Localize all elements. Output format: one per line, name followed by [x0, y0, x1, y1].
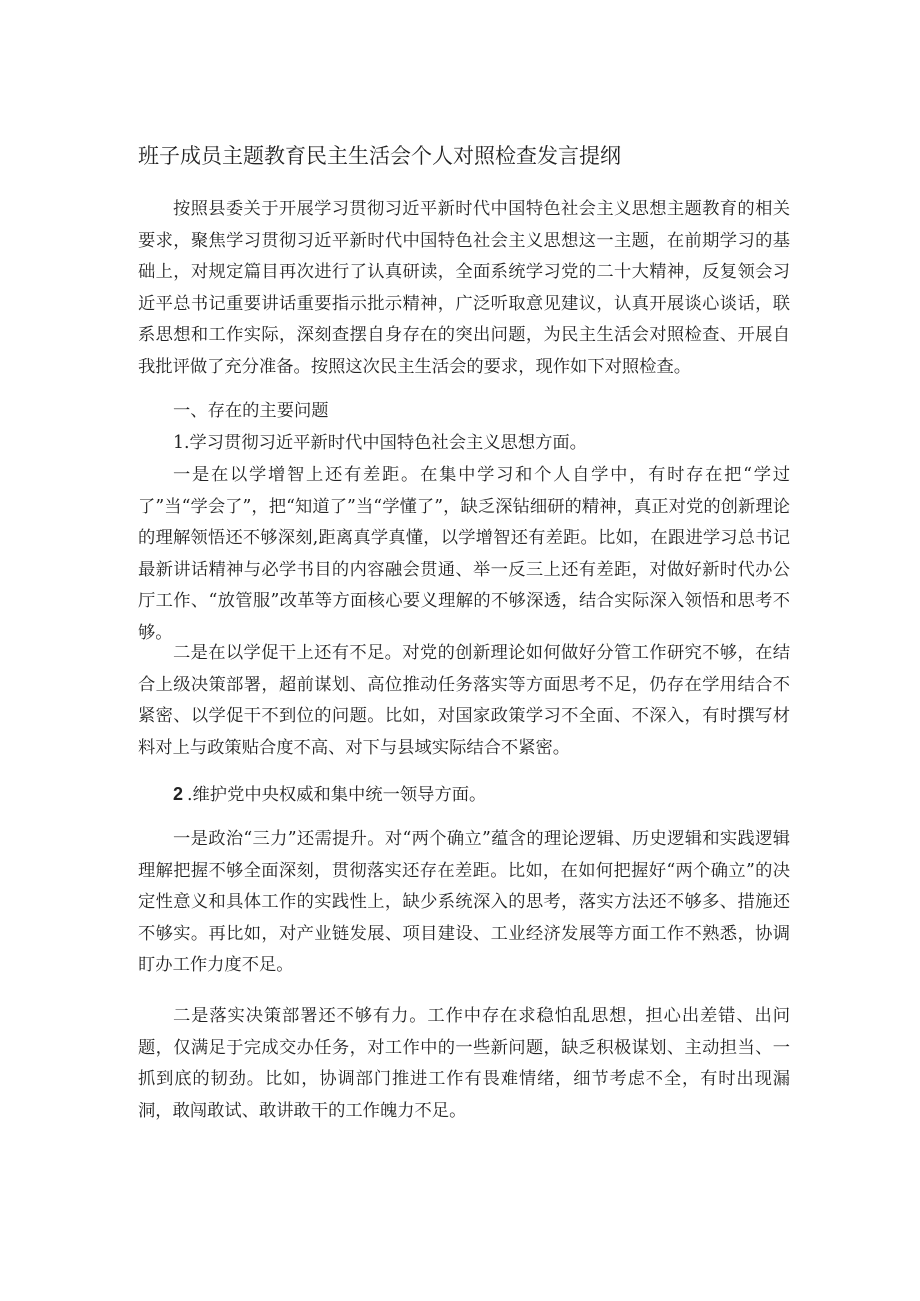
subsection-2-number: 2 [173, 784, 184, 804]
subsection-heading-2 [173, 779, 486, 812]
subsection-1-point-1: 一是在以学增智上还有差距。在集中学习和个人自学中，有时存在把“学过了”当“学会了”，把“知道了”当“学懂了”，缺乏深钻细研的精神，真正对党的创新理论的理解领悟还不够深刻,距离真学真懂，以学增智还有差距。比如，在跟进学习总书记最新讲话精神与必学书目的内容融会贯通、举一反三上还有差距，对做好新时代办公厅工作、“放管服”改革等方面核心要义理解的不够深透，结合实际深入领悟和思考不够。 [138, 465, 790, 643]
document-title: 班子成员主题教育民主生活会个人对照检查发言提纲 [138, 144, 621, 168]
subsection-2-title: .维护党中央权威和集中统一领导方面。 [187, 785, 487, 805]
section-heading-problems: 一、存在的主要问题 [173, 401, 329, 421]
subsection-heading-1: 1.学习贯彻习近平新时代中国特色社会主义思想方面。 [173, 433, 587, 453]
subsection-2-point-2: 二是落实决策部署还不够有力。工作中存在求稳怕乱思想，担心出差错、出问题，仅满足于完成交办任务，对工作中的一些新问题，缺乏积极谋划、主动担当、一抓到底的韧劲。比如，协调部门推进工作有畏难情绪，细节考虑不全，有时出现漏洞，敢闯敢试、敢讲敢干的工作魄力不足。 [138, 1006, 790, 1121]
subsection-1-point-2: 二是在以学促干上还有不足。对党的创新理论如何做好分管工作研究不够，在结合上级决策部署，超前谋划、高位推动任务落实等方面思考不足，仍存在学用结合不紧密、以学促干不到位的问题。比如，对国家政策学习不全面、不深入，有时撰写材料对上与政策贴合度不高、对下与县域实际结合不紧密。 [138, 643, 790, 758]
subsection-2-point-1: 一是政治“三力”还需提升。对“两个确立”蕴含的理论逻辑、历史逻辑和实践逻辑理解把握不够全面深刻，贯彻落实还存在差距。比如，在如何把握好“两个确立”的决定性意义和具体工作的实践性上，缺少系统深入的思考，落实方法还不够多、措施还不够实。再比如，对产业链发展、项目建设、工业经济发展等方面工作不熟悉，协调盯办工作力度不足。 [138, 829, 790, 976]
intro-paragraph: 按照县委关于开展学习贯彻习近平新时代中国特色社会主义思想主题教育的相关要求，聚焦学习贯彻习近平新时代中国特色社会主义思想这一主题，在前期学习的基础上，对规定篇目再次进行了认真研读，全面系统学习党的二十大精神，反复领会习近平总书记重要讲话重要指示批示精神，广泛听取意见建议，认真开展谈心谈话，联系思想和工作实际，深刻查摆自身存在的突出问题，为民主生活会对照检查、开展自我批评做了充分准备。按照这次民主生活会的要求，现作如下对照检查。 [138, 199, 790, 377]
